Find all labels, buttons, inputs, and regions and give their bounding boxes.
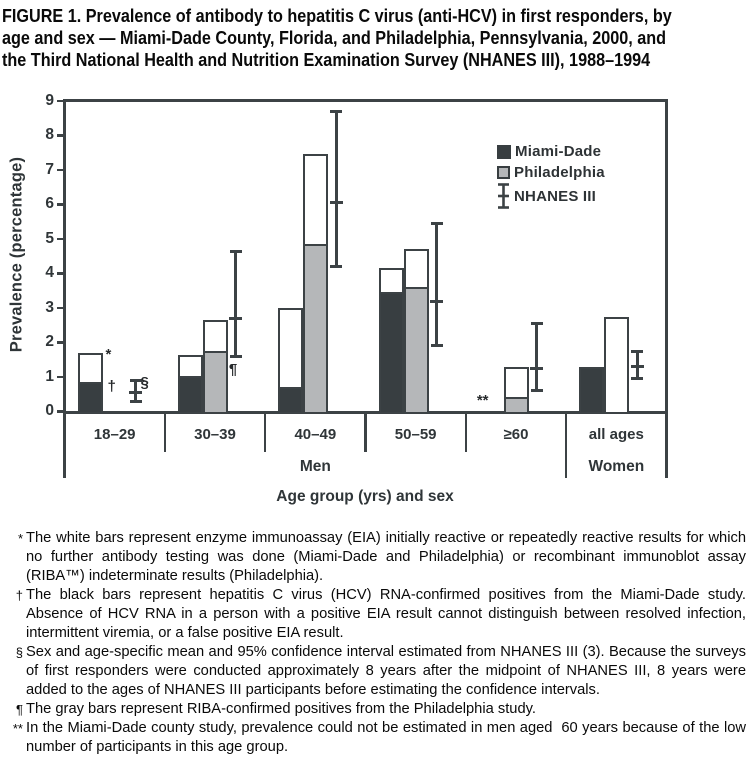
error-bar-cap-bottom [531,389,543,392]
bar-unconfirmed-segment [205,322,226,353]
footnote-marker: † [15,588,23,603]
error-bar-cap-top [230,250,242,253]
x-category-label: ≥60 [503,426,529,443]
bar-miami-dade [379,268,404,414]
footnote-marker: ¶ [16,702,23,717]
title-line-2: age and sex — Miami-Dade County, Florida, and Philadelphia, Pennsylvania, 2000, and [2,28,667,48]
bar-philadelphia [404,249,429,414]
y-tick-label: 5 [45,229,54,247]
x-axis-divider [164,412,167,452]
footnote-text: The white bars represent enzyme immunoassay (EIA) initially reactive or repeatedly reactive results for which no further antibody testing was done (Miami-Dade and Philadelphia) or recombinant immunoblot assay (RIBA™) indeterminate results (Philadelphia). [26,530,746,584]
bar-unconfirmed-segment [80,355,101,384]
footnote [0,529,747,586]
error-bar-mean-tick [530,367,543,370]
error-bar-line [535,322,538,392]
x-axis-divider [364,412,367,452]
legend-item-philadelphia [497,162,605,183]
legend-item-nhanes [497,183,605,209]
error-bar-cap-top [330,110,342,113]
footnote-text: The gray bars represent RIBA-confirmed positives from the Philadelphia study. [26,701,536,717]
bar-philadelphia [604,317,629,414]
y-tick-label: 9 [45,91,54,109]
x-category-label: 40–49 [294,426,337,443]
y-tick-label: 7 [45,160,54,178]
footnote-marker: § [15,645,23,660]
footnote [0,700,747,719]
y-axis-tick [57,169,64,172]
bar-unconfirmed-segment [180,357,201,379]
footnote [0,586,747,643]
y-tick-label: 6 [45,195,54,212]
error-bar-cap-top [631,350,643,353]
y-tick-label: 3 [45,298,54,316]
footnote [0,719,747,757]
chart-annotation-¶: ¶ [228,361,238,379]
error-bar-line [335,110,338,268]
title-line-3: the Third National Health and Nutrition Examination Survey (NHANES III), 1988–1994 [2,50,651,70]
x-axis-title: Age group (yrs) and sex [276,488,454,505]
footnote-text: The black bars represent hepatitis C virus (HCV) RNA-confirmed positives from the Miami-Dade study. Absence of HCV RNA in a person with a positive EIA result cannot distinguish between resolved infection, intermittent viremia, or a false positive EIA result. [26,587,746,641]
chart-annotation-star: * [105,345,112,363]
bar-miami-dade [78,353,103,414]
error-bar-cap-top [531,322,543,325]
x-category-label: all ages [588,426,644,443]
bar-unconfirmed-segment [506,369,527,400]
x-category-label: 30–39 [194,426,236,443]
legend-swatch-black-square [497,145,511,159]
y-axis-title: Prevalence (percentage) [7,156,26,353]
nhanes-error-bar [531,322,543,392]
footnote-marker: * [17,531,23,546]
y-tick-label: 1 [45,367,54,385]
chart-legend [497,141,605,209]
y-axis-tick [57,203,64,206]
y-tick-label: 8 [45,126,54,143]
legend-swatch-gray-square [497,166,510,179]
y-tick-label: 0 [45,402,54,419]
error-bar-mean-tick [229,317,242,320]
error-bar-mean-tick [430,300,443,303]
nhanes-error-bar [230,250,242,358]
error-bar-cap-bottom [431,344,443,347]
sex-section-label: Men [299,458,331,475]
y-axis-tick [57,238,64,241]
x-axis-divider [465,412,468,452]
bar-unconfirmed-segment [406,251,427,288]
y-axis-tick [57,134,64,137]
footnote-text: In the Miami-Dade county study, prevalence could not be estimated in men aged 60 years because of the low number of participants in this age group. [26,720,746,755]
footnote [0,643,747,700]
error-bar-cap-bottom [130,400,142,403]
nhanes-error-bar [330,110,342,268]
error-bar-cap-bottom [631,377,643,380]
y-axis-tick [57,341,64,344]
footnote-marker: ** [12,721,23,736]
bar-philadelphia [504,367,529,414]
error-bar-mean-tick [330,201,343,204]
chart-annotation-†: † [107,378,116,396]
legend-item-miami-dade [497,141,605,162]
y-axis-tick [57,272,64,275]
footnotes [0,529,747,757]
legend-label: Miami-Dade [515,143,602,160]
error-bar-icon [497,183,510,209]
sex-section-label: Women [588,458,645,475]
bar-philadelphia [303,154,328,414]
chart-annotation-§: § [140,374,149,392]
y-axis-tick [57,410,64,413]
y-tick-label: 2 [45,333,54,350]
bar-philadelphia [203,320,228,414]
x-category-label: 50–59 [394,426,437,443]
bar-miami-dade [178,355,203,414]
title-line-1: FIGURE 1. Prevalence of antibody to hepatitis C virus (anti-HCV) in first responders, by [2,6,672,26]
nhanes-error-bar [631,350,643,381]
error-bar-cap-bottom [230,355,242,358]
x-axis-divider [264,412,267,452]
error-bar-mean-tick [129,391,142,394]
bar-miami-dade [278,308,303,414]
nhanes-error-bar [431,222,443,347]
footnote-text: Sex and age-specific mean and 95% confidence interval estimated from NHANES III (3). Because the surveys of first responders were conducted approximately 8 years after the midpoint of NHANES III, 8 years were added to the ages of NHANES III participants before estimating the confidence intervals. [26,644,746,698]
bar-miami-dade [579,367,604,414]
error-bar-cap-top [431,222,443,225]
legend-label: NHANES III [514,187,597,205]
error-bar-cap-bottom [330,265,342,268]
y-tick-label: 4 [45,264,54,281]
x-category-label: 18–29 [93,426,136,443]
y-axis-tick [57,376,64,379]
error-bar-line [234,250,237,358]
legend-label: Philadelphia [514,164,605,181]
bar-unconfirmed-segment [381,270,402,294]
bar-unconfirmed-segment [280,310,301,389]
chart-annotation-starstar: ** [476,392,489,410]
bar-unconfirmed-segment [305,156,326,245]
y-axis-tick [57,100,64,103]
error-bar-mean-tick [631,365,644,368]
error-bar-line [435,222,438,347]
y-axis-tick [57,307,64,310]
